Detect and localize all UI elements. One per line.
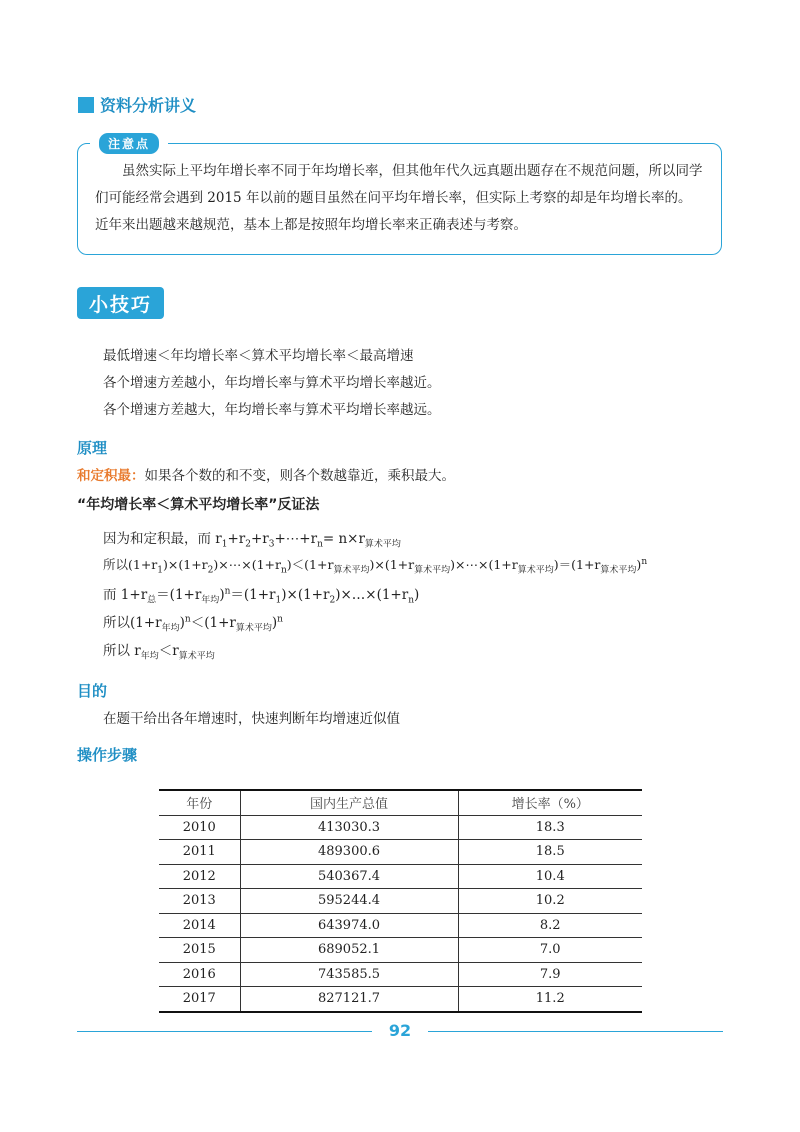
- formula-line-5: 所以 $r_{年均}<r_{算术平均}$: [103, 643, 215, 662]
- tip-line-1: 最低增速＜年均增长率＜算术平均增长率＜最高增速: [103, 348, 414, 364]
- gdp-cell: 827121.7: [240, 987, 458, 1012]
- principle-heading: 原理: [77, 439, 108, 457]
- col-year-header: 年份: [159, 790, 240, 815]
- formula-line-2: 所以$(1+r_1)\times(1+r_2)\times\cdots\times(1+r_n)<(1+r_{算术平均})\times(1+r_{算术平均})\times\cdots\times(1+r_{算术平均})=(1+r_{算术平均})^n$: [103, 556, 648, 576]
- year-cell: 2013: [159, 889, 240, 914]
- gdp-cell: 743585.5: [240, 962, 458, 987]
- section-header: [78, 93, 196, 116]
- tip-badge: 小技巧: [77, 287, 164, 319]
- purpose-heading: 目的: [77, 682, 108, 700]
- table-header-row: [159, 790, 642, 815]
- col-growth-header: 增长率（%）: [458, 790, 642, 815]
- note-badge-label: 注意点: [99, 133, 159, 154]
- gdp-table: [159, 789, 642, 1013]
- tip-line-2: 各个增速方差越小，年均增长率与算术平均增长率越近。: [103, 375, 441, 391]
- principle-text: 如果各个数的和不变，则各个数越靠近，乘积最大。: [144, 468, 455, 484]
- header-title: 资料分析讲义: [100, 96, 197, 115]
- growth-cell: 18.5: [458, 840, 642, 865]
- table-row: [159, 938, 642, 963]
- growth-cell: 7.9: [458, 962, 642, 987]
- year-cell: 2015: [159, 938, 240, 963]
- proof-title: “年均增长率＜算术平均增长率”反证法: [77, 497, 320, 513]
- formula-line-4: 所以$(1+r_{年均})^n<(1+r_{算术平均})^n$: [103, 614, 283, 634]
- table-row: [159, 962, 642, 987]
- note-paragraph-1: 虽然实际上平均年增长率不同于年均增长率，但其他年代久远真题出题存在不规范问题，所以同学们可能经常会遇到 2015 年以前的题目虽然在问平均年增长率，但实际上考察的却是年均增长率的。: [95, 163, 703, 206]
- note-paragraph-2: 近年来出题越来越规范，基本上都是按照年均增长率来正确表述与考察。: [95, 217, 527, 233]
- table-row: [159, 987, 642, 1012]
- note-badge: [90, 133, 168, 153]
- table-row: [159, 913, 642, 938]
- table-row: [159, 889, 642, 914]
- gdp-cell: 595244.4: [240, 889, 458, 914]
- table-row: [159, 815, 642, 840]
- steps-heading: 操作步骤: [77, 746, 138, 764]
- growth-cell: 10.2: [458, 889, 642, 914]
- table-row: [159, 864, 642, 889]
- gdp-cell: 643974.0: [240, 913, 458, 938]
- growth-cell: 18.3: [458, 815, 642, 840]
- formula-line-1: 因为和定积最，而 $r_1+r_2+r_3+\cdots+r_n= n\times r_{算术平均}$: [103, 531, 401, 550]
- footer-line-left: [77, 1031, 372, 1032]
- page-number: 92: [388, 1021, 412, 1040]
- year-cell: 2016: [159, 962, 240, 987]
- growth-cell: 8.2: [458, 913, 642, 938]
- year-cell: 2017: [159, 987, 240, 1012]
- year-cell: 2010: [159, 815, 240, 840]
- growth-cell: 11.2: [458, 987, 642, 1012]
- note-text: [95, 158, 715, 239]
- gdp-cell: 689052.1: [240, 938, 458, 963]
- tip-line-3: 各个增速方差越大，年均增长率与算术平均增长率越远。: [103, 402, 441, 418]
- gdp-cell: 540367.4: [240, 864, 458, 889]
- col-gdp-header: 国内生产总值: [240, 790, 458, 815]
- year-cell: 2014: [159, 913, 240, 938]
- year-cell: 2011: [159, 840, 240, 865]
- purpose-text: 在题干给出各年增速时，快速判断年均增速近似值: [103, 711, 400, 727]
- growth-cell: 10.4: [458, 864, 642, 889]
- gdp-cell: 413030.3: [240, 815, 458, 840]
- footer-line-right: [428, 1031, 723, 1032]
- growth-cell: 7.0: [458, 938, 642, 963]
- principle-line: [77, 464, 455, 484]
- table-row: [159, 840, 642, 865]
- gdp-cell: 489300.6: [240, 840, 458, 865]
- formula-line-3: 而 $1+r_总=(1+r_{年均})^n=(1+r_1)\times(1+r_2)\times\dots\times(1+r_n)$: [103, 586, 420, 606]
- principle-label: 和定积最：: [77, 468, 145, 484]
- header-square-icon: [78, 97, 94, 113]
- year-cell: 2012: [159, 864, 240, 889]
